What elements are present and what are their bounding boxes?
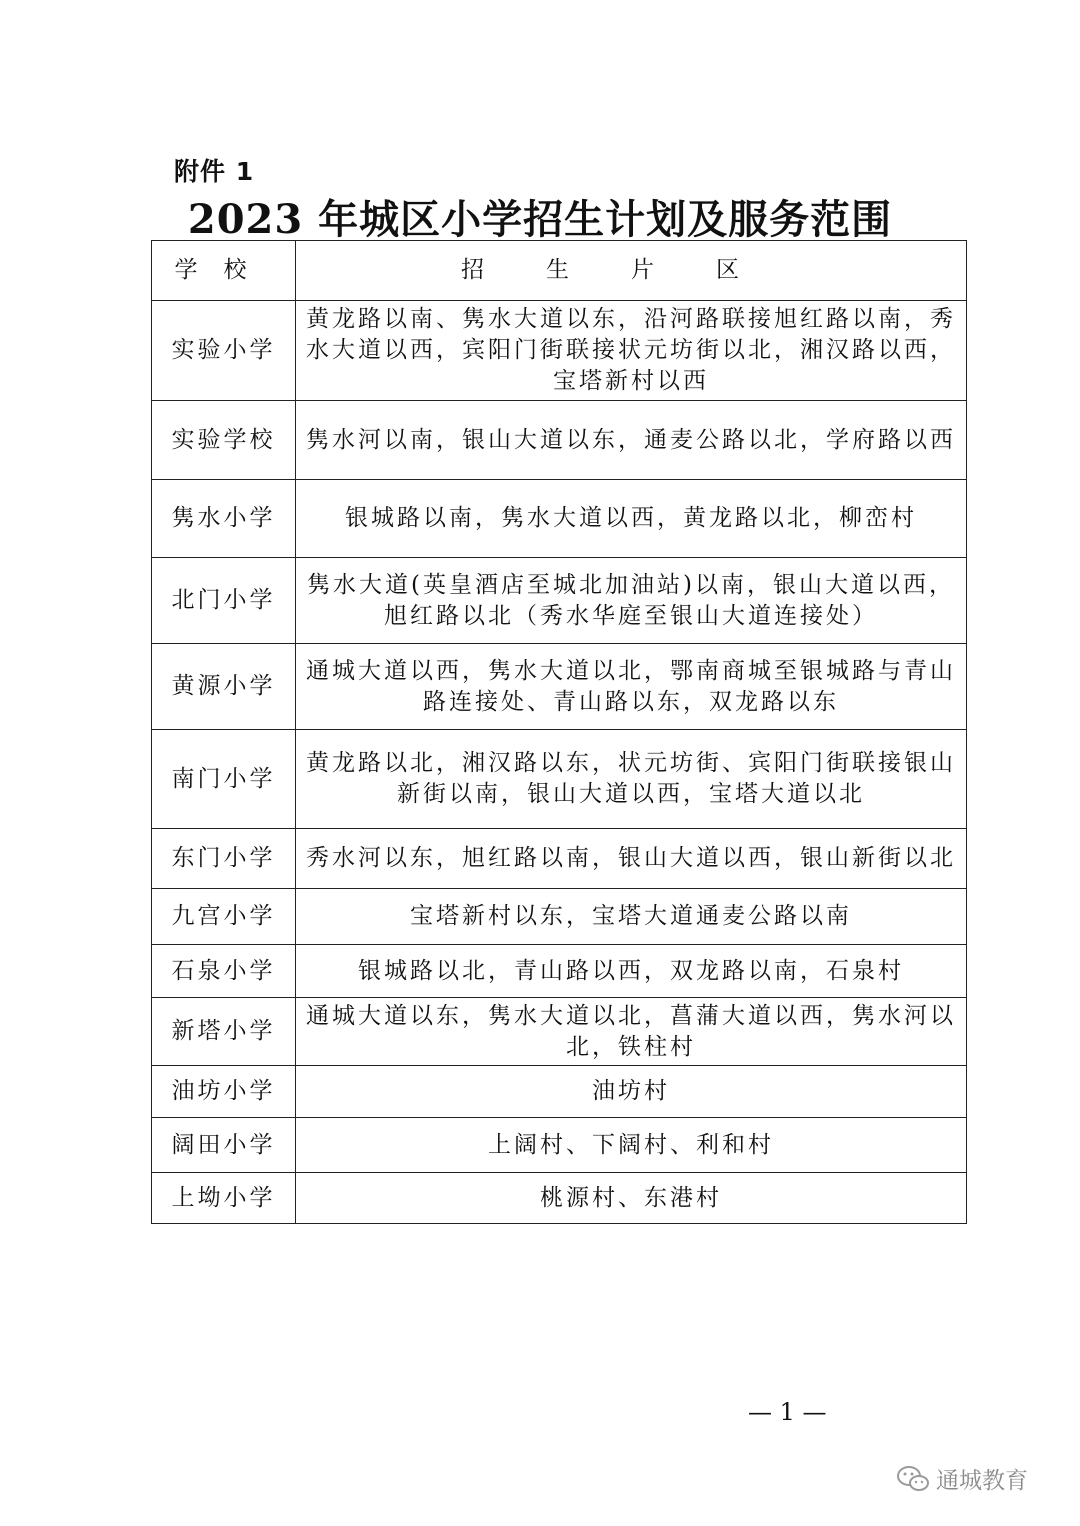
header-school: 学校 bbox=[152, 241, 296, 301]
service-area: 秀水河以东，旭红路以南，银山大道以西，银山新街以北 bbox=[296, 829, 967, 889]
service-area: 通城大道以东，隽水大道以北，菖蒲大道以西，隽水河以北，铁柱村 bbox=[296, 998, 967, 1066]
school-name: 隽水小学 bbox=[152, 480, 296, 558]
service-area: 银城路以北，青山路以西，双龙路以南，石泉村 bbox=[296, 945, 967, 998]
page-number: — 1 — bbox=[748, 1398, 827, 1426]
service-area: 隽水河以南，银山大道以东，通麦公路以北，学府路以西 bbox=[296, 401, 967, 480]
header-area: 招生片区 bbox=[296, 241, 967, 301]
table-row bbox=[152, 889, 967, 945]
service-area: 宝塔新村以东，宝塔大道通麦公路以南 bbox=[296, 889, 967, 945]
table-row bbox=[152, 301, 967, 401]
service-area: 银城路以南，隽水大道以西，黄龙路以北，柳峦村 bbox=[296, 480, 967, 558]
table-row bbox=[152, 945, 967, 998]
service-area: 油坊村 bbox=[296, 1066, 967, 1118]
table-row bbox=[152, 829, 967, 889]
table-row bbox=[152, 1118, 967, 1173]
school-name: 九宫小学 bbox=[152, 889, 296, 945]
school-name: 实验学校 bbox=[152, 401, 296, 480]
table-row bbox=[152, 558, 967, 644]
school-name: 新塔小学 bbox=[152, 998, 296, 1066]
school-name: 油坊小学 bbox=[152, 1066, 296, 1118]
watermark bbox=[896, 1462, 1028, 1495]
service-area: 通城大道以西，隽水大道以北，鄂南商城至银城路与青山路连接处、青山路以东，双龙路以东 bbox=[296, 644, 967, 730]
service-area: 黄龙路以北，湘汉路以东，状元坊街、宾阳门街联接银山新街以南，银山大道以西，宝塔大道以北 bbox=[296, 730, 967, 829]
table-row bbox=[152, 998, 967, 1066]
table-row bbox=[152, 730, 967, 829]
school-name: 黄源小学 bbox=[152, 644, 296, 730]
service-area: 黄龙路以南、隽水大道以东，沿河路联接旭红路以南，秀水大道以西，宾阳门街联接状元坊街以北，湘汉路以西，宝塔新村以西 bbox=[296, 301, 967, 401]
table-row bbox=[152, 644, 967, 730]
school-name: 南门小学 bbox=[152, 730, 296, 829]
wechat-icon bbox=[896, 1465, 930, 1493]
page-title: 2023 年城区小学招生计划及服务范围 bbox=[187, 196, 893, 243]
attachment-label: 附件 1 bbox=[174, 157, 255, 186]
table-row bbox=[152, 401, 967, 480]
enrollment-table bbox=[151, 240, 967, 1224]
school-name: 实验小学 bbox=[152, 301, 296, 401]
table-header-row bbox=[152, 241, 967, 301]
school-name: 阔田小学 bbox=[152, 1118, 296, 1173]
school-name: 北门小学 bbox=[152, 558, 296, 644]
service-area: 隽水大道(英皇酒店至城北加油站)以南，银山大道以西，旭红路以北（秀水华庭至银山大道连接处） bbox=[296, 558, 967, 644]
school-name: 石泉小学 bbox=[152, 945, 296, 998]
school-name: 东门小学 bbox=[152, 829, 296, 889]
service-area: 上阔村、下阔村、利和村 bbox=[296, 1118, 967, 1173]
watermark-text: 通城教育 bbox=[936, 1468, 1028, 1494]
school-name: 上坳小学 bbox=[152, 1173, 296, 1224]
table-row bbox=[152, 480, 967, 558]
table-row bbox=[152, 1066, 967, 1118]
service-area: 桃源村、东港村 bbox=[296, 1173, 967, 1224]
table-row bbox=[152, 1173, 967, 1224]
